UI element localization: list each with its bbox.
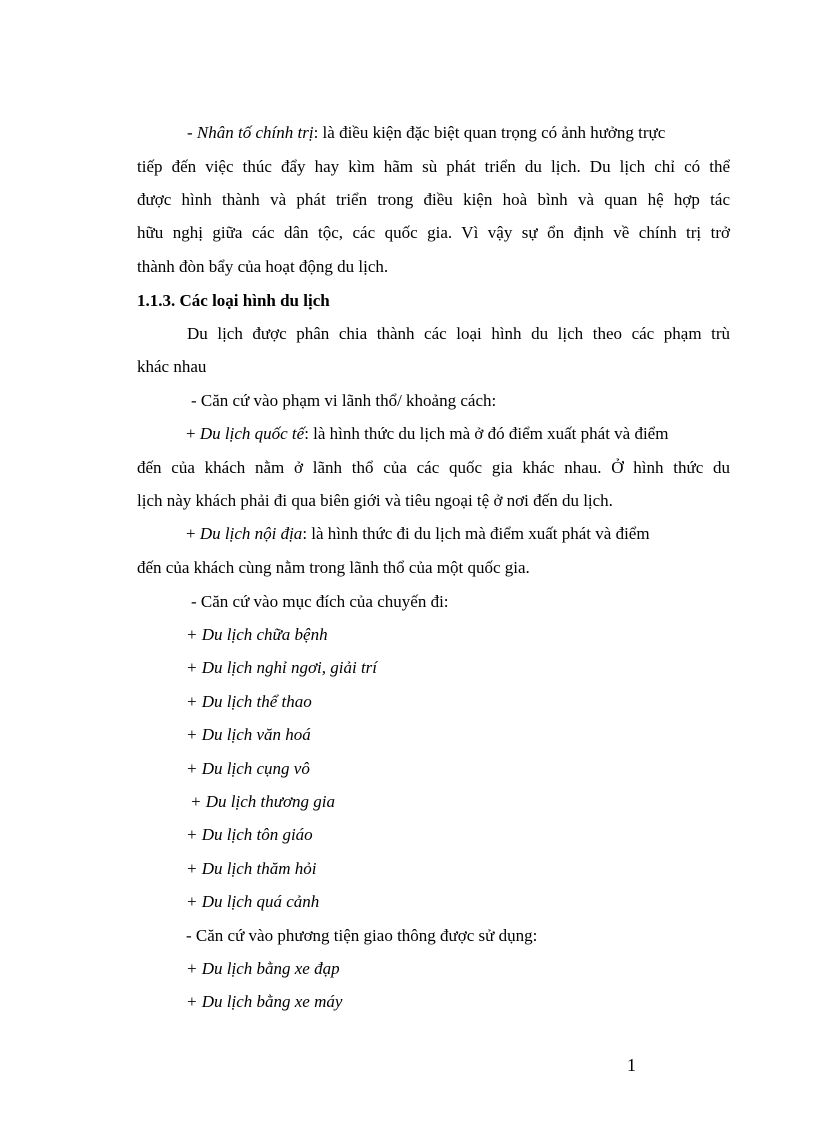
section-heading: 1.1.3. Các loại hình du lịch [137, 291, 330, 310]
purpose-item: + Du lịch tôn giáo [186, 825, 313, 844]
transport-item: + Du lịch bằng xe máy [186, 992, 343, 1011]
intro-line-2: khác nhau [137, 357, 207, 376]
page-number: 1 [627, 1055, 636, 1075]
political-term: Nhân tố chính trị [196, 123, 314, 142]
purpose-item: + Du lịch thăm hỏi [186, 859, 317, 878]
purpose-item: + Du lịch thể thao [186, 692, 312, 711]
political-paragraph-line-1: - Nhân tố chính trị: là điều kiện đặc biệt quan trọng có ảnh hưởng trực [187, 123, 666, 142]
transport-item: + Du lịch bằng xe đạp [186, 959, 340, 978]
purpose-item: + Du lịch quá cảnh [186, 892, 320, 911]
international-line-2: đến của khách nằm ở lãnh thổ của các quốc gia khác nhau. Ở hình thức du [137, 458, 730, 477]
purpose-item: + Du lịch chữa bệnh [186, 625, 328, 644]
domestic-line-2: đến của khách cùng nằm trong lãnh thổ của một quốc gia. [137, 558, 530, 577]
political-paragraph-line-4: hữu nghị giữa các dân tộc, các quốc gia. Vì vậy sự ổn định về chính trị trở [137, 223, 730, 242]
purpose-item: + Du lịch nghỉ ngơi, giải trí [186, 658, 378, 677]
criteria-purpose: - Căn cứ vào mục đích của chuyến đi: [191, 592, 449, 611]
domestic-line-1: + Du lịch nội địa: là hình thức đi du lịch mà điểm xuất phát và điểm [186, 524, 650, 543]
international-line-3: lịch này khách phải đi qua biên giới và tiêu ngoại tệ ở nơi đến du lịch. [137, 491, 613, 510]
political-paragraph-line-3: được hình thành và phát triển trong điều kiện hoà bình và quan hệ hợp tác [137, 190, 730, 209]
criteria-territory: - Căn cứ vào phạm vi lãnh thổ/ khoảng cách: [191, 391, 497, 410]
international-line-1: + Du lịch quốc tế: là hình thức du lịch mà ở đó điểm xuất phát và điểm [186, 424, 669, 443]
political-paragraph-line-5: thành đòn bẩy của hoạt động du lịch. [137, 257, 389, 276]
criteria-transport: - Căn cứ vào phương tiện giao thông được sử dụng: [186, 926, 538, 945]
intro-line-1: Du lịch được phân chia thành các loại hình du lịch theo các phạm trù [187, 324, 730, 343]
purpose-item: + Du lịch văn hoá [186, 725, 311, 744]
purpose-item: + Du lịch thương gia [190, 792, 336, 811]
purpose-item: + Du lịch cụng vô [186, 759, 310, 778]
domestic-term: Du lịch nội địa [199, 524, 303, 543]
international-term: Du lịch quốc tế [199, 424, 305, 443]
political-paragraph-line-2: tiếp đến việc thúc đẩy hay kìm hãm sù phát triển du lịch. Du lịch chỉ có thể [137, 157, 730, 176]
